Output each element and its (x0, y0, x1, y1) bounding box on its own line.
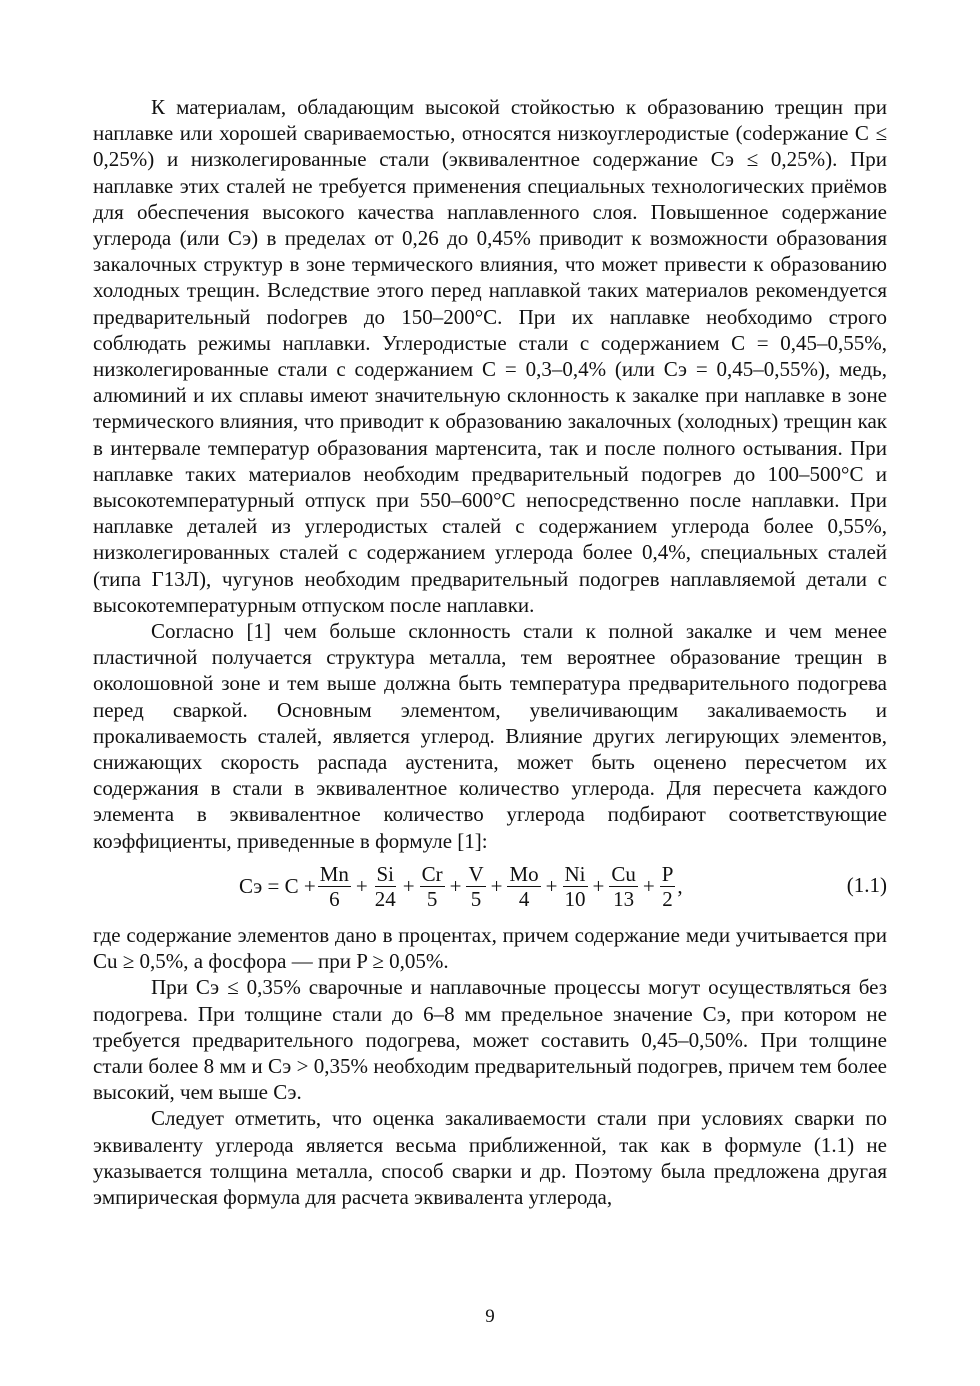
plus-sign: + (449, 874, 462, 899)
paragraph-5: Следует отметить, что оценка закаливаемости стали при условиях сварки по эквиваленту углерода является весьма приближенной, так как в формуле (1.1) не указывается толщина металла, способ сварки и др. Поэтому была предложена другая эмпирическая формула для расчета эквивалента углерода, (93, 1106, 887, 1209)
formula-term (318, 862, 351, 911)
term-denominator: 10 (564, 887, 586, 912)
plus-sign: + (490, 874, 503, 899)
plus-sign: + (355, 874, 368, 899)
carbon-equivalent-formula (239, 858, 683, 916)
paragraph-4: При Сэ ≤ 0,35% сварочные и наплавочные процессы могут осуществляться без подогрева. При толщине стали до 6–8 мм предельное значение Сэ, при котором не требуется предварительного подогрева, может составить 0,45–0,50%. При толщине стали более 8 мм и Сэ > 0,35% необходим предварительный подогрев, причем тем более высокий, чем выше Сэ. (93, 975, 887, 1105)
formula-term (420, 862, 445, 911)
formula-term (563, 862, 588, 911)
term-denominator: 24 (374, 887, 396, 912)
term-numerator: Cu (611, 862, 636, 887)
term-denominator: 5 (470, 887, 482, 912)
plus-sign: + (545, 874, 558, 899)
paragraph-3: где содержание элементов дано в процентах, причем содержание меди учитывается при Cu ≥ 0,5%, а фосфора — при P ≥ 0,05%. (93, 922, 887, 974)
formula-term (373, 862, 398, 911)
term-numerator: Ni (564, 862, 586, 887)
paragraph-1: К материалам, обладающим высокой стойкостью к образованию трещин при наплавке или хорошей свариваемостью, относятся низкоуглеродистые (соdержание С ≤ 0,25%) и низколегированные стали (эквивалентное содержание Сэ ≤ 0,25%). При наплавке этих сталей не требуется применения специальных технологических приёмов для обеспечения высокого качества наплавленного слоя. Повышенное содержание углерода (или Сэ) в пределах от 0,26 до 0,45% приводит к возможности образования закалочных структур в зоне термического влияния, что может привести к образованию холодных трещин. Вследствие этого перед наплавкой таких материалов рекомендуется предварительный поdогрев до 150–200°С. При их наплавке необходимо строго соблюдать режимы наплавки. Углеродистые стали с содержанием С = 0,45–0,55%, низколегированные стали с содержанием С = 0,3–0,4% (или Сэ = 0,45–0,55%), медь, алюминий и их сплавы имеют значительную склонность к закалке при наплавке в зоне термического влияния, что приводит к образованию закалочных (холодных) трещин как в интервале температур образования мартенсита, так и после полного остывания. При наплавке таких материалов необходим предварительный подогрев до 100–500°С и высокотемпературный отпуск при 550–600°С непосредственно после наплавки. При наплавке деталей из углеродистых сталей с содержанием углерода более 0,55%, низколегированных сталей с содержанием углерода более 0,4%, специальных сталей (типа Г13Л), чугунов необходим предварительный подогрев наплавляемой детали с высокотемпературным отпуском после наплавки. (93, 95, 887, 617)
term-numerator: V (468, 862, 484, 887)
formula-term (609, 862, 638, 911)
plus-sign: + (402, 874, 415, 899)
formula-term (466, 862, 485, 911)
formula-lhs: Сэ = С + (239, 874, 316, 899)
document-page (93, 94, 887, 1210)
term-numerator: Mn (319, 862, 349, 887)
term-denominator: 6 (329, 887, 340, 912)
term-numerator: Si (376, 862, 395, 887)
term-numerator: Cr (421, 862, 443, 887)
page-number: 9 (485, 1306, 495, 1327)
formula-block (93, 858, 887, 916)
formula-term (660, 862, 676, 911)
paragraph-2: Согласно [1] чем больше склонность стали к полной закалке и чем менее пластичной получается структура металла, тем вероятнее образование трещин в околошовной зоне и тем выше должна быть температура предварительного подогрева перед сваркой. Основным элементом, увеличивающим закаливаемость и прокаливаемость сталей, является углерод. Влияние других легирующих элементов, снижающих скорость распада аустенита, может быть оценено пересчетом их содержания в стали в эквивалентное количество углерода. Для пересчета каждого элемента в эквивалентное количество углерода подбирают соответствующие коэффициенты, приведенные в формуле [1]: (93, 619, 887, 853)
term-denominator: 2 (662, 887, 673, 912)
formula-term (507, 862, 540, 911)
plus-sign: + (642, 874, 655, 899)
term-denominator: 5 (426, 887, 438, 912)
term-numerator: Mo (509, 862, 539, 887)
term-numerator: P (661, 862, 674, 887)
formula-tail: , (677, 874, 683, 899)
plus-sign: + (592, 874, 605, 899)
term-denominator: 13 (613, 887, 635, 912)
equation-number: (1.1) (846, 872, 887, 897)
term-denominator: 4 (518, 887, 530, 912)
